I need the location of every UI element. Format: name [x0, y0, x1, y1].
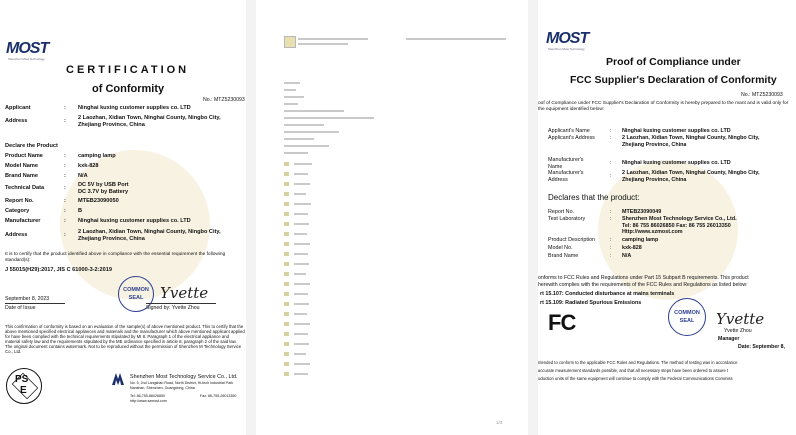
blurred-row — [284, 162, 289, 166]
blurred-test-report-page — [256, 0, 528, 435]
blurred-row — [284, 352, 289, 356]
mfr-address-line-1: 2 Laozhan, Xidian Town, Ninghai County, Ningbo City, — [78, 229, 221, 235]
report-no-value: MTEB23090050 — [78, 198, 119, 204]
issue-date: September 8, 2023 — [5, 296, 50, 302]
divider — [146, 303, 216, 304]
blurred-row — [284, 252, 289, 256]
blurred-row — [284, 292, 289, 296]
colon: : — [64, 105, 66, 111]
conforms-text-1: onforms to FCC Rules and Regulations under Part 15 Subpart B requirements. This product — [538, 275, 749, 281]
colon: : — [64, 163, 66, 169]
issue-date-label: Date of Issue — [5, 305, 36, 311]
most-footer-logo-icon — [112, 372, 124, 384]
manufacturer-label: Manufacturer — [5, 218, 41, 224]
manufacturer-name-label: Name — [548, 163, 563, 170]
certify-statement: It is to certify that the product identified above in compliance with the essential requirement the following standard(s): — [5, 252, 226, 263]
blurred-text — [294, 293, 308, 295]
certificate-number: No.: MTZ5230093 — [203, 97, 245, 103]
footer-web: http://www.szmost.com — [130, 399, 167, 403]
colon: : — [610, 160, 612, 166]
fcc-title-1: Proof of Compliance under — [606, 56, 741, 68]
blurred-text — [284, 89, 296, 91]
mfr-address-label: Address — [5, 232, 28, 238]
product-description-value: camping lamp — [622, 237, 659, 243]
test-laboratory-label: Test Laboratory — [548, 216, 586, 222]
report-no-label: Report No. — [5, 198, 34, 204]
footer-address-2: Nanshan, Shenzhen, Guangdong, China — [130, 386, 195, 390]
applicant-name-value: Ninghai kuxing customer supplies co. LTD — [622, 128, 731, 134]
product-name-value: camping lamp — [78, 153, 116, 159]
blurred-row — [284, 272, 289, 276]
signature-date: Date: September 8, — [738, 344, 785, 350]
blurred-text — [284, 124, 324, 126]
colon: : — [610, 253, 612, 259]
seal-text: COMMON — [123, 287, 149, 293]
logo-subtitle: Shenzhen Most Technology — [548, 47, 585, 51]
model-no-value: kxk-828 — [622, 245, 642, 251]
colon: : — [64, 198, 66, 204]
most-logo: MOST — [546, 30, 589, 47]
signed-by: Signed by: Yvette Zhou — [146, 305, 200, 311]
blurred-row — [284, 172, 289, 176]
product-name-label: Product Name — [5, 153, 43, 159]
colon: : — [64, 218, 66, 224]
fcc-title-2: FCC Supplier's Declaration of Conformity — [570, 74, 777, 86]
blurred-row — [284, 372, 289, 376]
most-logo: MOST — [6, 40, 49, 57]
applicant-address-line-2: Zhejiang Province, China — [622, 141, 687, 148]
mfr-address-line-2: Zhejiang Province, China — [78, 235, 145, 242]
colon: : — [64, 185, 66, 191]
blurred-row — [284, 192, 289, 196]
colon: : — [610, 209, 612, 215]
certificate-title: CERTIFICATION — [66, 64, 190, 76]
colon: : — [610, 128, 612, 134]
footnote-3: oduction units of the same equipment will continue to comply with the Federal Communications Commiss — [538, 376, 733, 381]
page-number: 1/3 — [496, 420, 503, 425]
pse-text: PS — [15, 374, 29, 385]
blurred-text — [298, 38, 368, 40]
technical-data-value-2: DC 3.7V by Battery — [78, 188, 129, 195]
blurred-row — [284, 362, 289, 366]
applicant-value: Ninghai kuxing customer supplies co. LTD — [78, 105, 191, 111]
blurred-text — [294, 263, 309, 265]
footnote-2: accurate measurement standards possible, and that all necessary steps have been ordered to assure t — [538, 368, 729, 373]
declare-heading: Declare the Product — [5, 143, 58, 149]
brand-name-label: Brand Name — [5, 173, 38, 179]
blurred-text — [294, 303, 309, 305]
certificate-subtitle: of Conformity — [92, 83, 165, 95]
report-no-label: Report No. — [548, 209, 575, 215]
standards: J 55015(H29):2017, JIS C 61000-3-2:2019 — [5, 267, 112, 273]
blurred-row — [284, 212, 289, 216]
colon: : — [610, 245, 612, 251]
blurred-text — [294, 353, 306, 355]
category-label: Category — [5, 208, 30, 214]
blurred-text — [294, 233, 307, 235]
footer-company: Shenzhen Most Technology Service Co., Ltd. — [130, 374, 238, 380]
manufacturer-name-value: Ninghai kuxing customer supplies co. LTD — [622, 160, 731, 166]
manufacturer-address-label: Address — [548, 176, 568, 183]
model-name-value: kxk-828 — [78, 163, 99, 169]
blurred-text — [284, 145, 329, 147]
blurred-row — [284, 322, 289, 326]
manufacturer-value: Ninghai kuxing customer supplies co. LTD — [78, 218, 191, 224]
colon: : — [64, 118, 66, 124]
address-line-2: Zhejiang Province, China — [78, 121, 145, 128]
blurred-row — [284, 332, 289, 336]
blurred-text — [294, 243, 310, 245]
blurred-row — [284, 202, 289, 206]
manufacturer-address-line-2: Zhejiang Province, China — [622, 176, 687, 183]
blurred-row — [284, 302, 289, 306]
address-line-1: 2 Laozhan, Xidian Town, Ninghai County, Ningbo City, — [78, 115, 221, 121]
brand-name-label: Brand Name — [548, 253, 579, 259]
blurred-row — [284, 262, 289, 266]
footer-address-1: No. 5, 2nd Langshan Road, North District, Hi-tech Industrial Park — [130, 381, 234, 385]
fcc-logo: FC — [548, 310, 576, 335]
blurred-row — [284, 222, 289, 226]
blurred-text — [284, 152, 308, 154]
pse-certificate-page — [0, 0, 246, 435]
blurred-text — [294, 373, 308, 375]
blurred-text — [284, 96, 304, 98]
signer-name: Yvette Zhou — [724, 328, 752, 334]
blurred-row — [284, 342, 289, 346]
test-laboratory-line-1: Shenzhen Most Technology Service Co., Ltd. — [622, 216, 737, 222]
fcc-rule-15-109: rt 15.109: Radiated Spurious Emissions — [540, 300, 642, 306]
colon: : — [64, 232, 66, 238]
model-name-label: Model Name — [5, 163, 38, 169]
logo-subtitle: Shenzhen Most Technology — [8, 57, 45, 61]
model-no-label: Model No. — [548, 245, 573, 251]
applicant-address-line-1: 2 Laozhan, Xidian Town, Ninghai County, Ningbo City, — [622, 135, 760, 141]
blurred-row — [284, 232, 289, 236]
blurred-text — [294, 343, 309, 345]
category-value: B — [78, 208, 83, 214]
conforms-text-2: herewith complies with the requirements of the FCC Rules and Regulations as listed below: — [538, 282, 748, 288]
product-description-label: Product Description — [548, 237, 596, 243]
blurred-text — [284, 82, 300, 84]
blurred-text — [406, 38, 506, 40]
blurred-text — [294, 323, 310, 325]
report-no-value: MTEB23090049 — [622, 209, 662, 215]
colon: : — [610, 135, 612, 141]
seal-text: SEAL — [679, 318, 695, 324]
blurred-text — [294, 193, 306, 195]
manufacturer-name-label: Manufacturer's — [548, 157, 584, 163]
intro-text: oof of Compliance under FCC Supplier's Declaration of Conformity is hereby prepared to the mant and is valid only for the equipment identified below: — [538, 101, 789, 112]
colon: : — [610, 216, 612, 222]
manufacturer-address-label: Manufacturer's — [548, 170, 584, 176]
declares-heading: Declares that the product: — [548, 193, 640, 202]
common-seal — [668, 298, 706, 336]
blurred-text — [294, 183, 310, 185]
fcc-rule-15-107: rt 15.107: Conducted disturbance at mains terminals — [540, 291, 675, 297]
signer-title: Manager — [718, 336, 740, 342]
blurred-row — [284, 282, 289, 286]
blurred-text — [294, 283, 310, 285]
manufacturer-address-line-1: 2 Laozhan, Xidian Town, Ninghai County, Ningbo City, — [622, 170, 760, 176]
seal-text: COMMON — [674, 310, 700, 316]
brand-name-value: N/A — [78, 173, 88, 179]
blurred-text — [294, 363, 310, 365]
applicant-label: Applicant — [5, 105, 31, 111]
report-logo-icon — [284, 36, 296, 48]
blurred-text — [284, 117, 374, 119]
blurred-text — [294, 253, 308, 255]
pse-text: E — [20, 385, 27, 396]
technical-data-value-1: DC 5V by USB Port — [78, 182, 129, 188]
applicant-address-label: Applicant's Address — [548, 135, 595, 141]
pse-mark — [6, 368, 42, 404]
blurred-row — [284, 182, 289, 186]
test-laboratory-line-2: Tel: 86 755 86026850 Fax: 86 755 26013350 — [622, 222, 731, 229]
colon: : — [64, 173, 66, 179]
blurred-text — [294, 173, 308, 175]
colon: : — [610, 237, 612, 243]
fcc-sdoc-page — [538, 0, 796, 435]
address-label: Address — [5, 118, 28, 124]
colon: : — [64, 153, 66, 159]
page-gap — [246, 0, 256, 435]
footnote-1: ntended to conform to the applicable FCC Rules and Regulations. The method of testing was in accordance — [538, 360, 738, 365]
signature: Yvette — [716, 310, 765, 328]
blurred-text — [284, 110, 344, 112]
blurred-text — [298, 43, 348, 45]
applicant-name-label: Applicant's Name — [548, 128, 590, 134]
colon: : — [64, 208, 66, 214]
brand-name-value: N/A — [622, 253, 632, 259]
blurred-text — [284, 103, 298, 105]
page-gap — [528, 0, 538, 435]
divider — [5, 303, 65, 304]
technical-data-label: Technical Data — [5, 185, 45, 191]
footer-tel: Tel: 86-755-86026850 — [130, 394, 165, 398]
signature: Yvette — [160, 284, 209, 302]
disclaimer: This confirmation of conformity is based on an evaluation of the sample(s) of above mentioned product. This to certify that the above mentioned specified electrical appliances and materials and the manufacturer which above mentioned applicant applied for have been complied with the technical requirements stipulated by MI 8. Paragraph 1 of the electrical appliance and material safety law and the requirements stipulated by the ME ordinance specified in article 8, paragraph 2 of the said law. The original document contains watermark. Not to be reproduced without the permission of Shenzhen M Technology Service Co., Ltd. — [5, 324, 245, 355]
blurred-row — [284, 242, 289, 246]
blurred-text — [294, 163, 312, 165]
blurred-text — [294, 213, 308, 215]
blurred-text — [294, 273, 306, 275]
blurred-text — [294, 313, 307, 315]
blurred-text — [294, 203, 311, 205]
blurred-text — [284, 138, 314, 140]
blurred-text — [294, 333, 308, 335]
colon: : — [610, 173, 612, 179]
blurred-row — [284, 312, 289, 316]
certificate-number: No.: MTZ5230093 — [741, 92, 783, 98]
seal-text: SEAL — [128, 295, 144, 301]
blurred-text — [294, 223, 309, 225]
test-laboratory-line-3: Http://www.szmost.com — [622, 229, 683, 235]
footer-fax: Fax: 86-755-26013350 — [200, 394, 237, 398]
blurred-text — [284, 131, 339, 133]
